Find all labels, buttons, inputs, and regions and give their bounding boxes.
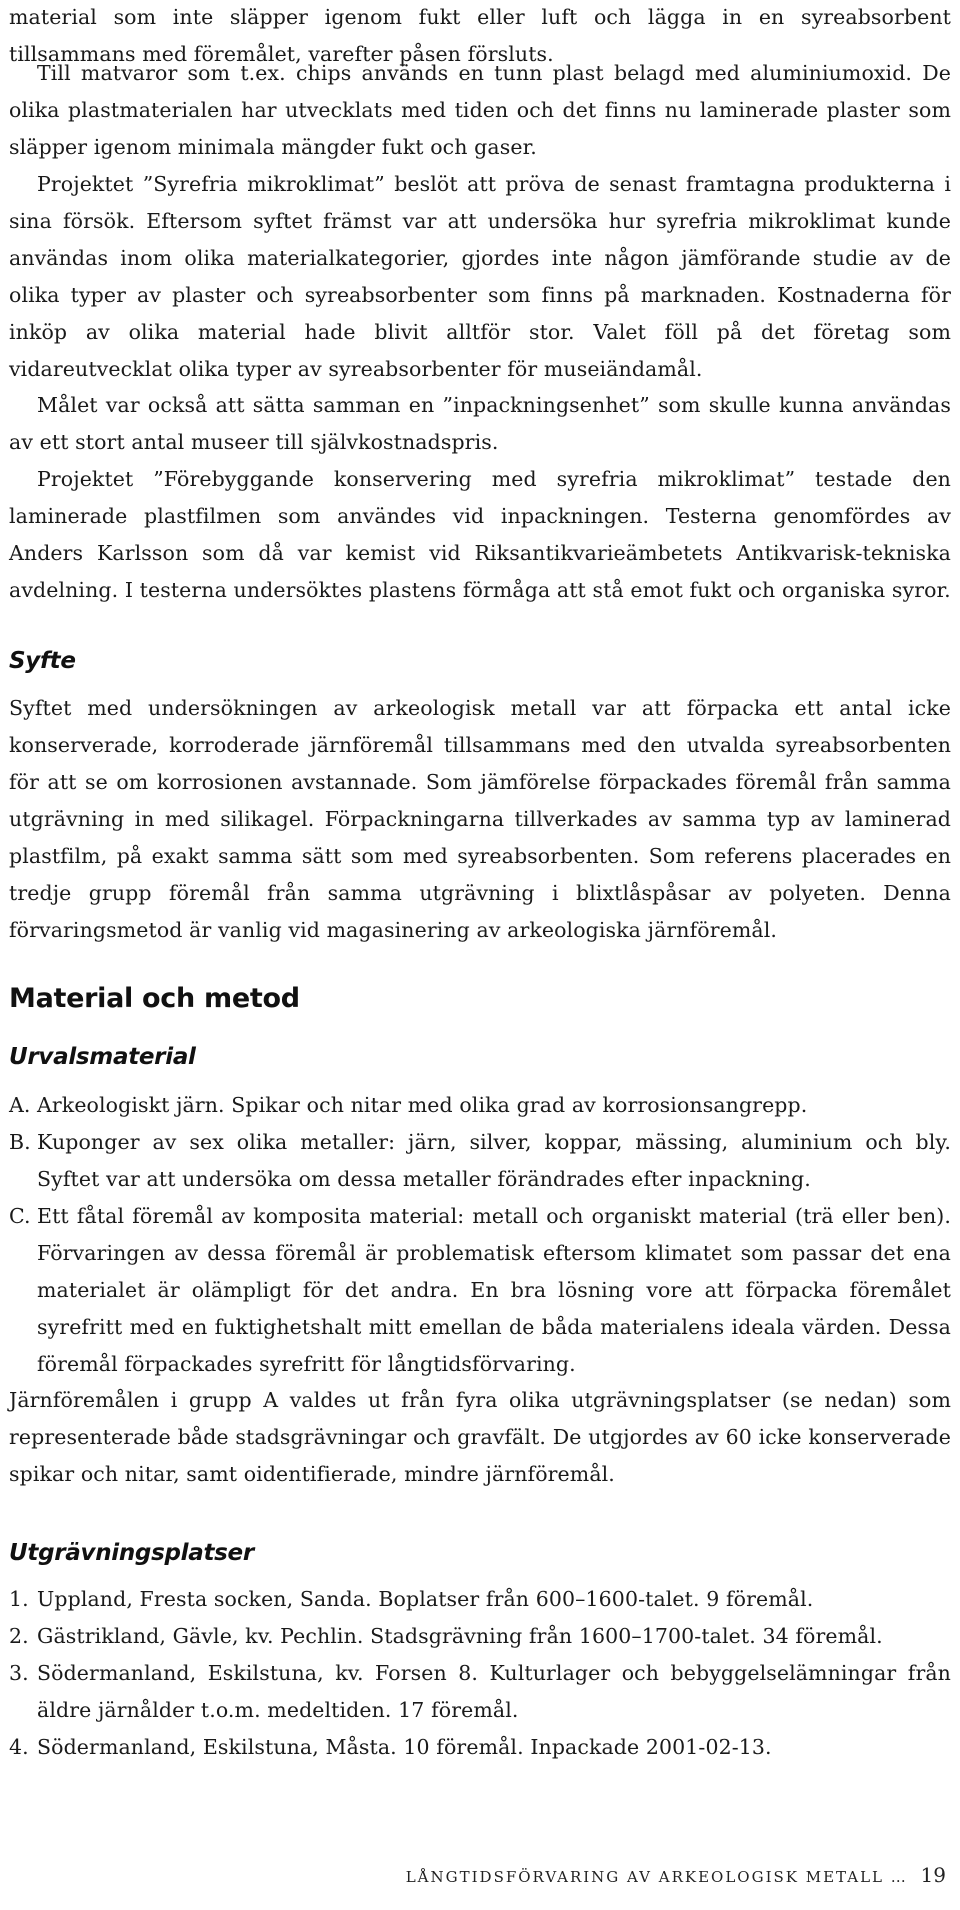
list-item-text: Uppland, Fresta socken, Sanda. Boplatser från 600–1600-talet. 9 föremål. (37, 1587, 814, 1611)
running-title: LÅNGTIDSFÖRVARING AV ARKEOLOGISK METALL … (405, 1868, 908, 1886)
material-list (9, 1087, 951, 1383)
list-item-marker: 4. (9, 1735, 29, 1759)
paragraph-intro-3: Projektet ”Syrefria mikroklimat” beslöt att pröva de senast framtagna produkterna i sina försök. Eftersom syftet främst var att undersöka hur syrefria mikroklimat kunde användas inom olika materialkategorier, gjordes inte någon jämförande studie av de olika typer av plaster och syreabsorbenter som finns på marknaden. Kostnaderna för inköp av olika material hade blivit alltför stor. Valet föll på det företag som vidareutvecklat olika typer av syreabsorbenter för museiändamål. (9, 172, 951, 381)
heading-utgravningsplatser: Utgrävningsplatser (9, 1540, 254, 1566)
page-footer (406, 1863, 946, 1887)
list-item-marker: A. (9, 1093, 31, 1117)
list-item (9, 1655, 951, 1729)
list-item-text: Arkeologiskt järn. Spikar och nitar med olika grad av korrosionsangrepp. (37, 1093, 808, 1117)
paragraph-intro-2: Till matvaror som t.ex. chips används en tunn plast belagd med aluminiumoxid. De olika plastmaterialen har utvecklats med tiden och det finns nu laminerade plaster som släpper igenom minimala mängder fukt och gaser. (9, 61, 951, 159)
list-item (9, 1124, 951, 1198)
list-item-text: Södermanland, Eskilstuna, Måsta. 10 föremål. Inpackade 2001-02-13. (37, 1735, 772, 1759)
paragraph-material-after: Järnföremålen i grupp A valdes ut från fyra olika utgrävningsplatser (se nedan) som representerade både stadsgrävningar och gravfält. De utgjordes av 60 icke konserverade spikar och nitar, samt oidentifierade, mindre järnföremål. (9, 1388, 951, 1486)
paragraph-intro-5: Projektet ”Förebyggande konservering med syrefria mikroklimat” testade den laminerade plastfilmen som användes vid inpackningen. Testerna genomfördes av Anders Karlsson som då var kemist vid Riksantikvarieämbetets Antikvarisk-tekniska avdelning. I testerna undersöktes plastens förmåga att stå emot fukt och organiska syror. (9, 467, 951, 602)
list-item-text: Ett fåtal föremål av komposita material: metall och organiskt material (trä eller ben). Förvaringen av dessa föremål är problematisk eftersom klimatet som passar det ena materialet är olämpligt för det andra. En bra lösning vore att förpacka föremålet syrefritt med en fuktighetshalt mitt emellan de båda materialens ideala värden. Dessa föremål förpackades syrefritt för långtidsförvaring. (37, 1204, 951, 1376)
paragraph-intro-4: Målet var också att sätta samman en ”inpackningsenhet” som skulle kunna användas av ett stort antal museer till självkostnadspris. (9, 393, 951, 454)
list-item-marker: B. (9, 1130, 31, 1154)
list-item-text: Gästrikland, Gävle, kv. Pechlin. Stadsgrävning från 1600–1700-talet. 34 föremål. (37, 1624, 883, 1648)
list-item-text: Södermanland, Eskilstuna, kv. Forsen 8. Kulturlager och bebyggelselämningar från äldre järnålder t.o.m. medeltiden. 17 föremål. (37, 1661, 951, 1722)
list-item (9, 1618, 951, 1655)
sites-list (9, 1581, 951, 1766)
paragraph-syfte: Syftet med undersökningen av arkeologisk metall var att förpacka ett antal icke konserverade, korroderade järnföremål tillsammans med den utvalda syreabsorbenten för att se om korrosionen avstannade. Som jämförelse förpackades föremål från samma utgrävning in med silikagel. Förpackningarna tillverkades av samma typ av laminerad plastfilm, på exakt samma sätt som med syreabsorbenten. Som referens placerades en tredje grupp föremål från samma utgrävning i blixtlåspåsar av polyeten. Denna förvaringsmetod är vanlig vid magasinering av arkeologiska järnföremål. (9, 696, 951, 942)
list-item (9, 1087, 951, 1124)
heading-urvalsmaterial: Urvalsmaterial (9, 1044, 196, 1070)
list-item (9, 1729, 951, 1766)
paragraph-intro-1: material som inte släpper igenom fukt eller luft och lägga in en syreabsorbent tillsammans med föremålet, varefter påsen försluts. (9, 5, 951, 66)
list-item-marker: 1. (9, 1587, 29, 1611)
page-number: 19 (920, 1863, 946, 1887)
list-item-marker: C. (9, 1204, 31, 1228)
list-item-marker: 2. (9, 1624, 29, 1648)
list-item-text: Kuponger av sex olika metaller: järn, silver, koppar, mässing, aluminium och bly. Syftet var att undersöka om dessa metaller förändrades efter inpackning. (37, 1130, 951, 1191)
list-item (9, 1581, 951, 1618)
heading-syfte: Syfte (9, 648, 76, 674)
heading-material-och-metod: Material och metod (9, 983, 300, 1014)
list-item-marker: 3. (9, 1661, 29, 1685)
list-item (9, 1198, 951, 1383)
